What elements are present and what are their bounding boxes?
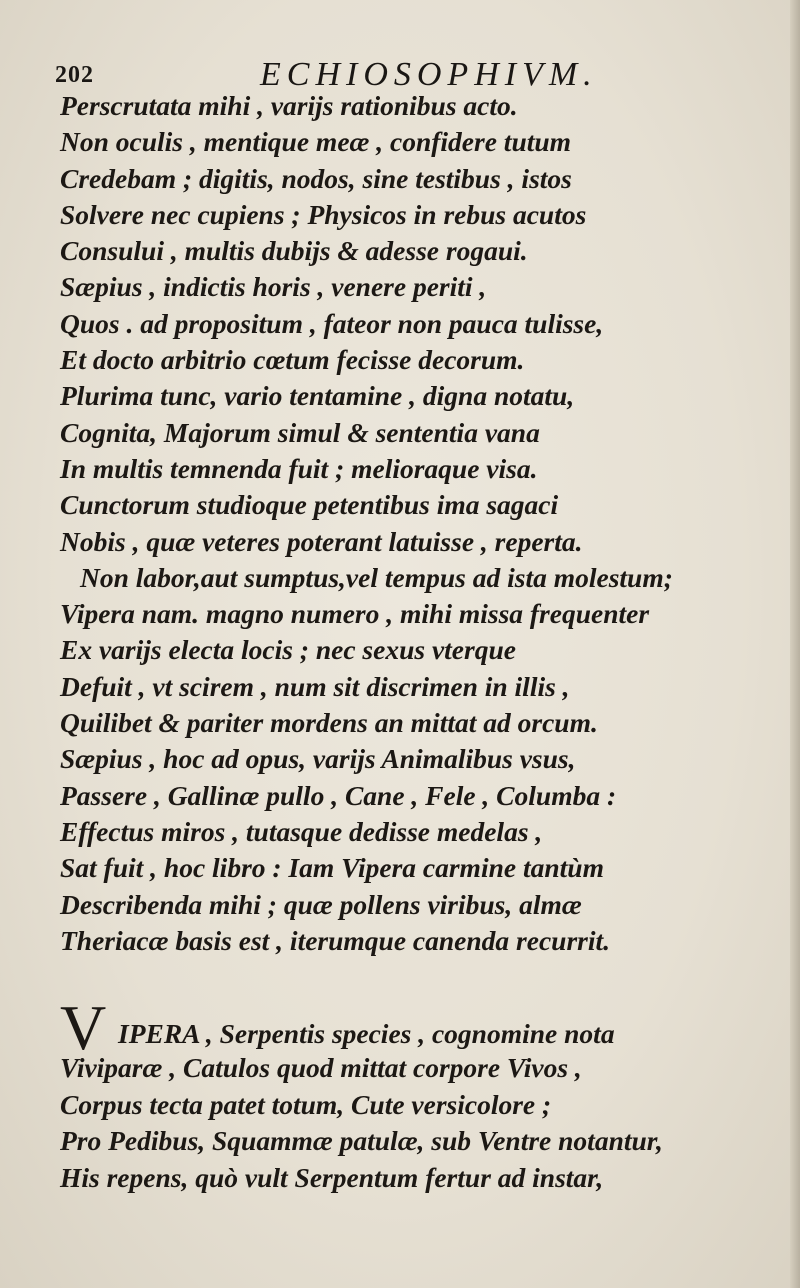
verse-line: Describenda mihi ; quæ pollens viribus, almæ [60,888,582,920]
verse-line: Defuit , vt scirem , num sit discrimen in illis , [60,670,570,702]
verse-line: Cognita, Majorum simul & sententia vana [60,416,540,448]
verse-line: Plurima tunc, vario tentamine , digna notatu, [60,380,575,412]
verse-line: Consului , multis dubijs & adesse rogaui. [60,235,528,267]
verse-line: Quos . ad propositum , fateor non pauca tulisse, [60,307,604,339]
verse-line: Et docto arbitrio cœtum fecisse decorum. [60,344,525,376]
verse-line: Credebam ; digitis, nodos, sine testibus , istos [60,162,572,194]
drop-cap: V [60,992,107,1063]
verse-line: Sæpius , indictis horis , venere periti , [60,271,487,303]
page-number: 202 [55,62,94,88]
verse-line: Non oculis , mentique meæ , confidere tutum [60,126,572,158]
verse-line: Ex varijs electa locis ; nec sexus vterque [60,634,516,666]
verse-line: Passere , Gallinæ pullo , Cane , Fele , Columba : [60,779,617,811]
verse-line: Perscrutata mihi , varijs rationibus acto. [60,90,518,121]
verse-line: Vipera nam. magno numero , mihi missa frequenter [60,598,650,630]
verse-block [60,88,800,959]
running-head: ECHIOSOPHIVM. [260,56,598,93]
prose-line: IPERA , Serpentis species , cognomine nota [118,1018,615,1049]
prose-line: Viviparæ , Catulos quod mittat corpore Vivos , [60,1052,582,1083]
verse-line: Sæpius , hoc ad opus, varijs Animalibus vsus, [60,743,576,775]
prose-first-line [60,992,800,1063]
verse-line: Cunctorum studioque petentibus ima sagaci [60,489,559,521]
verse-line: Non labor,aut sumptus,vel tempus ad ista molestum; [80,561,673,593]
prose-line: Corpus tecta patet totum, Cute versicolore ; [60,1088,552,1120]
verse-line: Sat fuit , hoc libro : Iam Vipera carmine tantùm [60,852,604,884]
prose-line: His repens, quò vult Serpentum fertur ad instar, [60,1161,604,1193]
verse-line: Quilibet & pariter mordens an mittat ad orcum. [60,707,598,739]
verse-line: In multis temnenda fuit ; melioraque visa. [60,452,538,484]
prose-line: Pro Pedibus, Squammæ patulæ, sub Ventre notantur, [60,1125,663,1156]
verse-line: Solvere nec cupiens ; Physicos in rebus acutos [60,198,587,230]
verse-line: Effectus miros , tutasque dedisse medelas , [60,815,543,847]
verse-line: Nobis , quæ veteres poterant latuisse , reperta. [60,525,583,557]
prose-block [60,992,800,1196]
verse-line: Theriacæ basis est , iterumque canenda recurrit. [60,924,611,956]
